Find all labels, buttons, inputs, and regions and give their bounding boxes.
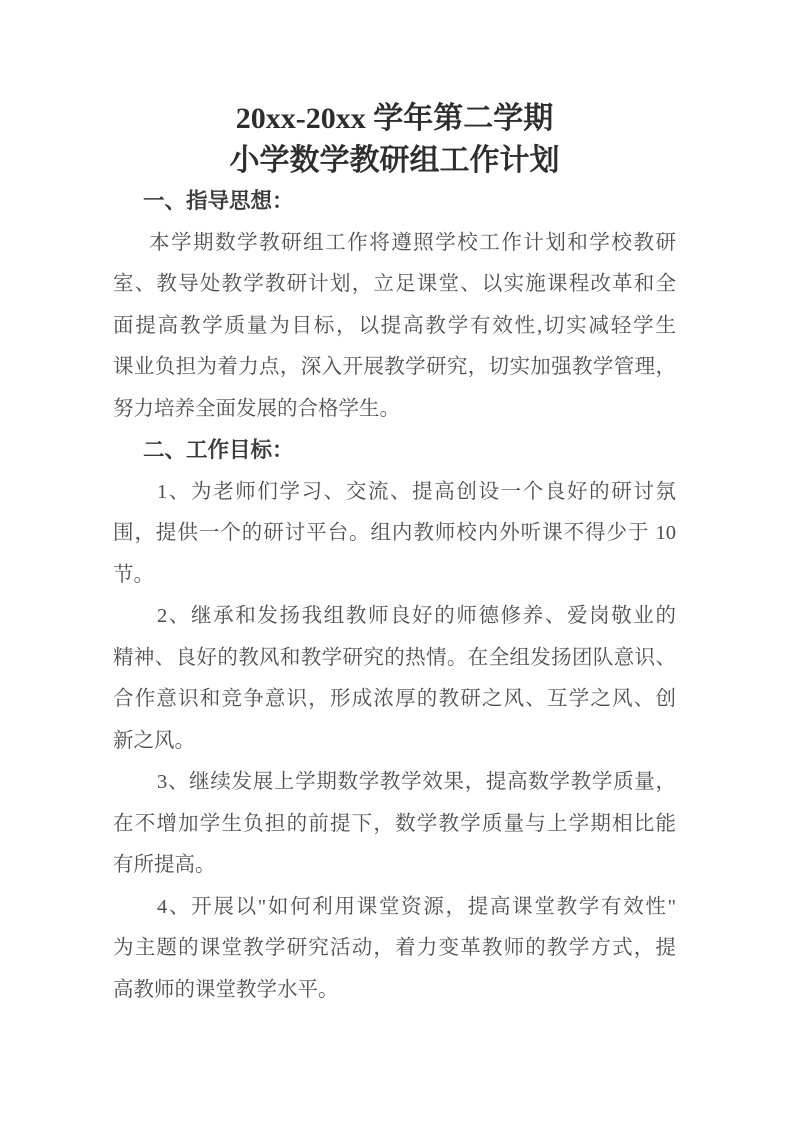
text-line: 2、继承和发扬我组教师良好的师德修养、爱岗敬业的 — [157, 605, 676, 627]
section-heading-1: 一、指导思想： — [143, 189, 294, 213]
text-line: 在不增加学生负担的前提下，数学教学质量与上学期相比能 — [113, 812, 676, 835]
goal-item-1 — [113, 472, 676, 597]
text-line: 节。 — [113, 563, 154, 586]
title-line-1: 20xx-20xx 学年第二学期 — [235, 102, 554, 135]
text-line: 高教师的课堂教学水平。 — [113, 978, 339, 1001]
text-line: 4、开展以"如何利用课堂资源，提高课堂教学有效性" — [157, 895, 676, 918]
goal-item-2 — [113, 596, 676, 762]
text-line: 室、教导处教学教研计划，立足课堂、以实施课程改革和全 — [113, 273, 676, 295]
goal-item-3 — [113, 762, 676, 887]
section-heading-2: 二、工作目标： — [143, 438, 294, 462]
text-line: 精神、良好的教风和教学研究的热情。在全组发扬团队意识、 — [113, 646, 676, 669]
text-line: 围，提供一个的研讨平台。组内教师校内外听课不得少于 10 — [113, 522, 676, 544]
text-line: 为主题的课堂教学研究活动，着力变革教师的教学方式，提 — [113, 937, 676, 959]
guiding-ideology-paragraph — [113, 223, 676, 431]
text-line: 合作意识和竞争意识，形成浓厚的教研之风、互学之风、创 — [113, 688, 676, 710]
section-work-goals — [113, 430, 676, 1011]
goal-item-4 — [113, 887, 676, 1012]
text-line: 努力培养全面发展的合格学生。 — [113, 397, 400, 420]
text-line: 有所提高。 — [113, 854, 216, 876]
section-guiding-ideology — [113, 181, 676, 430]
text-line: 3、继续发展上学期数学教学效果，提高数学教学质量， — [157, 771, 676, 793]
text-line: 本学期数学教研组工作将遵照学校工作计划和学校教研 — [149, 231, 676, 254]
text-line: 课业负担为着力点，深入开展教学研究，切实加强教学管理， — [113, 356, 676, 378]
text-line: 新之风。 — [113, 729, 195, 752]
text-line: 面提高教学质量为目标，以提高教学有效性,切实减轻学生 — [113, 314, 676, 337]
text-line: 1、为老师们学习、交流、提高创设一个良好的研讨氛 — [157, 480, 676, 503]
document-title — [113, 98, 676, 181]
title-line-2: 小学数学教研组工作计划 — [229, 143, 560, 177]
